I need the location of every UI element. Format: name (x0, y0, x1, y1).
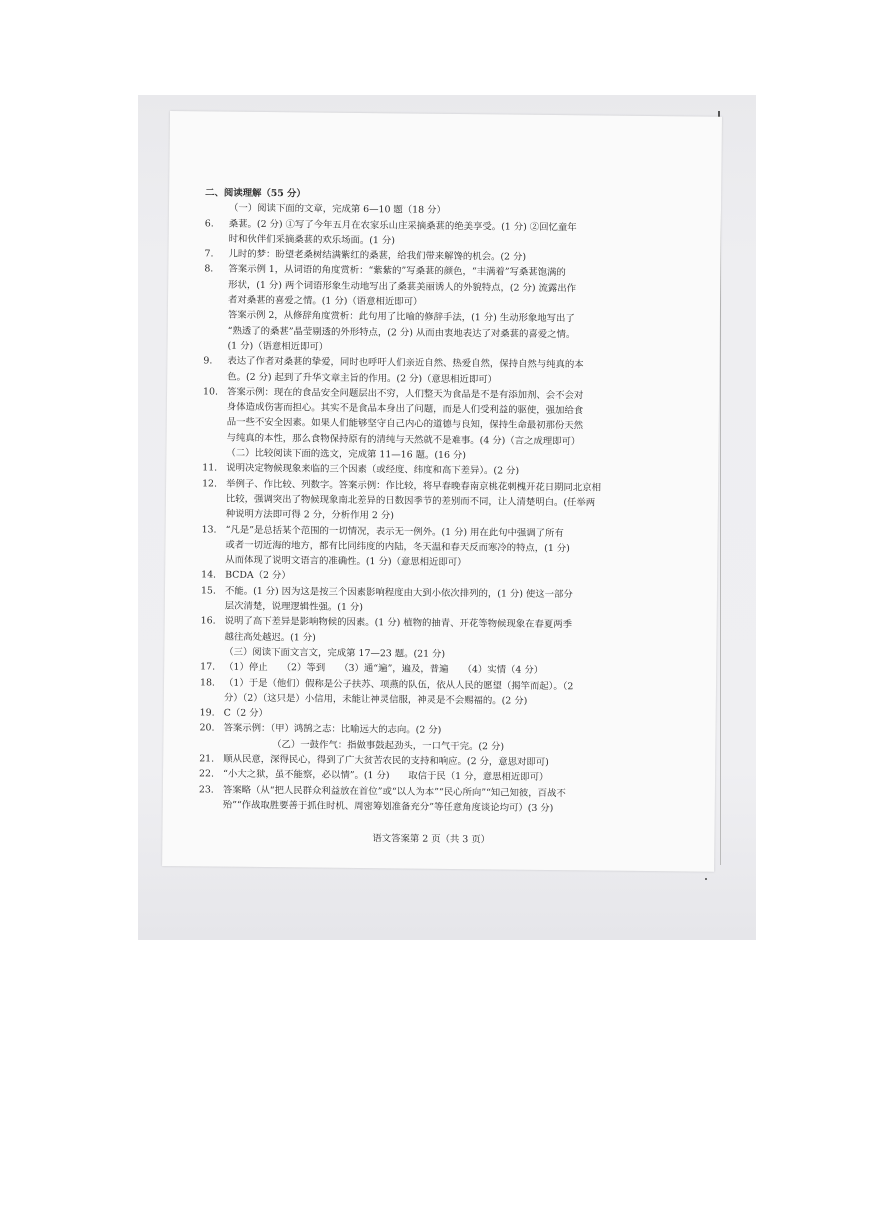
answer-text: （乙）一鼓作气：指做事鼓起劲头，一口气干完。(2 分) (239, 738, 505, 753)
answer-text: （一）阅读下面的文章，完成第 6—10 题（18 分） (228, 202, 446, 217)
question-number: 23. (198, 783, 214, 796)
answer-text: 答案示例：现在的食品安全问题层出不穷，人们整天为食品是不是有添加剂、会不会对 (227, 386, 584, 402)
question-number: 6. (204, 217, 214, 230)
answer-text: 顺从民意，深得民心，得到了广大贫苦农民的支持和响应。(2 分，意思对即可) (223, 753, 549, 768)
answer-text: 答案示例：（甲）鸿鹄之志：比喻远大的志向。(2 分) (223, 722, 442, 737)
answer-text: （1）停止 （2）等到 （3）通“遍”，遍及，普遍 （4）实情（4 分） (224, 661, 544, 677)
answer-text: 答案略（从“把人民群众利益放在首位”或“以人为本”“民心所向”“知己知彼，百战不 (222, 784, 566, 799)
question-number: 12. (202, 477, 218, 490)
answer-text: 答案示例 1，从词语的角度赏析：“紫紫的”写桑葚的颜色，“丰满着”写桑葚饱满的 (228, 264, 566, 279)
answer-text: BCDA（2 分） (225, 570, 291, 582)
answer-text: 儿时的梦：盼望老桑树结满紫红的桑葚，给我们带来解馋的机会。(2 分) (228, 248, 527, 263)
question-number: 22. (198, 768, 215, 780)
answer-text: 色。(2 分) 起到了升华文章主旨的作用。(2 分)（意思相近即可） (227, 371, 498, 386)
answer-text: 层次清楚，说理逻辑性强。(1 分) (224, 600, 364, 614)
answer-text: （1）于是（他们）假称是公子扶苏、项燕的队伍，依从人民的愿望（揭竿而起）。（2 (223, 677, 574, 692)
answer-text: “凡是”是总括某个范围的一切情况，表示无一例外。(1 分) 用在此句中强调了所有 (225, 524, 564, 539)
answer-text: （二）比较阅读下面的选文，完成第 11—16 题。(16 分) (226, 447, 467, 462)
question-number: 17. (200, 661, 216, 673)
question-number: 7. (204, 248, 214, 260)
question-number: 15. (200, 585, 216, 597)
page-footer: 语文答案第 2 页（共 3 页） (372, 833, 491, 846)
question-number: 10. (203, 386, 219, 398)
answer-text: 比较，强调突出了物候现象南北差异的日数因季节的差别而不同，让人清楚明白。(任举两 (225, 493, 596, 509)
answer-content (199, 185, 706, 817)
question-number: 9. (203, 355, 213, 367)
answer-text: 形状，(1 分) 两个词语形象生动地写出了桑葚美丽诱人的外貌特点，(2 分) 流露出作 (228, 279, 577, 295)
answer-text: 表达了作者对桑葚的挚爱，同时也呼吁人们亲近自然、热爱自然，保持自然与纯真的本 (227, 355, 584, 371)
answer-text: 桑葚。(2 分) ①写了今年五月在农家乐山庄采摘桑葚的绝美享受。(1 分) ②回忆童年 (228, 218, 577, 233)
answer-text: 越往高处越迟。(1 分) (224, 631, 316, 644)
question-number: 18. (199, 676, 215, 689)
answer-text: 品一些不安全因素。如果人们能够坚守自己内心的道德与良知，保持生命最初那份天然 (226, 417, 584, 432)
answer-text: C（2 分） (223, 707, 269, 720)
answer-text: 不能。(1 分) 因为这是按三个因素影响程度由大到小依次排列的，(1 分) 使这一部分 (224, 585, 573, 600)
answer-text: 身体造成伤害而担心。其实不是食品本身出了问题，而是人们受利益的驱使，强加给食 (226, 401, 584, 417)
question-number: 16. (200, 615, 216, 627)
question-number: 8. (204, 263, 214, 275)
answer-text: 殆”“作战取胜要善于抓住时机、周密筹划准备充分”等任意角度谈论均可）(3 分) (222, 799, 554, 814)
scan-speck (705, 878, 707, 880)
answer-text: 举例子、作比较、列数字。答案示例：作比较，将早春晚春南京桃花刺槐开花日期同北京相 (226, 478, 602, 494)
question-number: 20. (199, 722, 215, 734)
answer-text: 答案示例 2，从修辞角度赏析：此句用了比喻的修辞手法，(1 分) 生动形象地写出了 (227, 309, 575, 325)
answer-text: 种说明方法即可得 2 分，分析作用 2 分) (225, 508, 394, 522)
answer-sheet-page (162, 111, 722, 872)
answer-text: 从而体现了说明文语言的准确性。(1 分)（意思相近即可） (225, 554, 467, 569)
question-number: 21. (199, 753, 215, 765)
question-number: 13. (201, 523, 217, 536)
answer-text: (1 分)（语意相近即可） (227, 340, 329, 353)
answer-text: 者对桑葚的喜爱之情。(1 分)（语意相近即可） (227, 294, 423, 308)
answer-text: 分）（2）（这只是）小信用，未能让神灵信服，神灵是不会赐福的。(2 分) (223, 692, 528, 707)
answer-text: 说明了高下差异是影响物候的因素。(1 分) 植物的抽青、开花等物候现象在春夏两季 (224, 615, 573, 631)
answer-text: 或者一切近海的地方，都有比同纬度的内陆，冬天温和春天反而寒冷的特点，(1 分) (225, 539, 570, 555)
question-number: 19. (199, 707, 215, 719)
answer-text: 二、阅读理解（55 分） (205, 187, 306, 200)
question-number: 11. (202, 462, 218, 474)
answer-text: （三）阅读下面文言文，完成第 17—23 题。(21 分) (224, 646, 446, 660)
answer-text: 时和伙伴们采摘桑葚的欢乐场面。(1 分) (228, 233, 395, 247)
answer-text: “小大之狱，虽不能察，必以情”。(1 分) 取信于民（1 分，意思相近即可） (222, 768, 549, 784)
answer-text: 与纯真的本性，那么食物保持原有的清纯与天然就不是难事。(4 分)（言之成理即可） (226, 432, 581, 448)
answer-text: 说明决定物候现象来临的三个因素（或经度、纬度和高下差异）。(2 分) (226, 462, 520, 478)
question-number: 14. (201, 569, 217, 581)
answer-text: “熟透了的桑葚”晶莹剔透的外形特点，(2 分) 从而由衷地表达了对桑葚的喜爱之情。 (227, 325, 576, 340)
